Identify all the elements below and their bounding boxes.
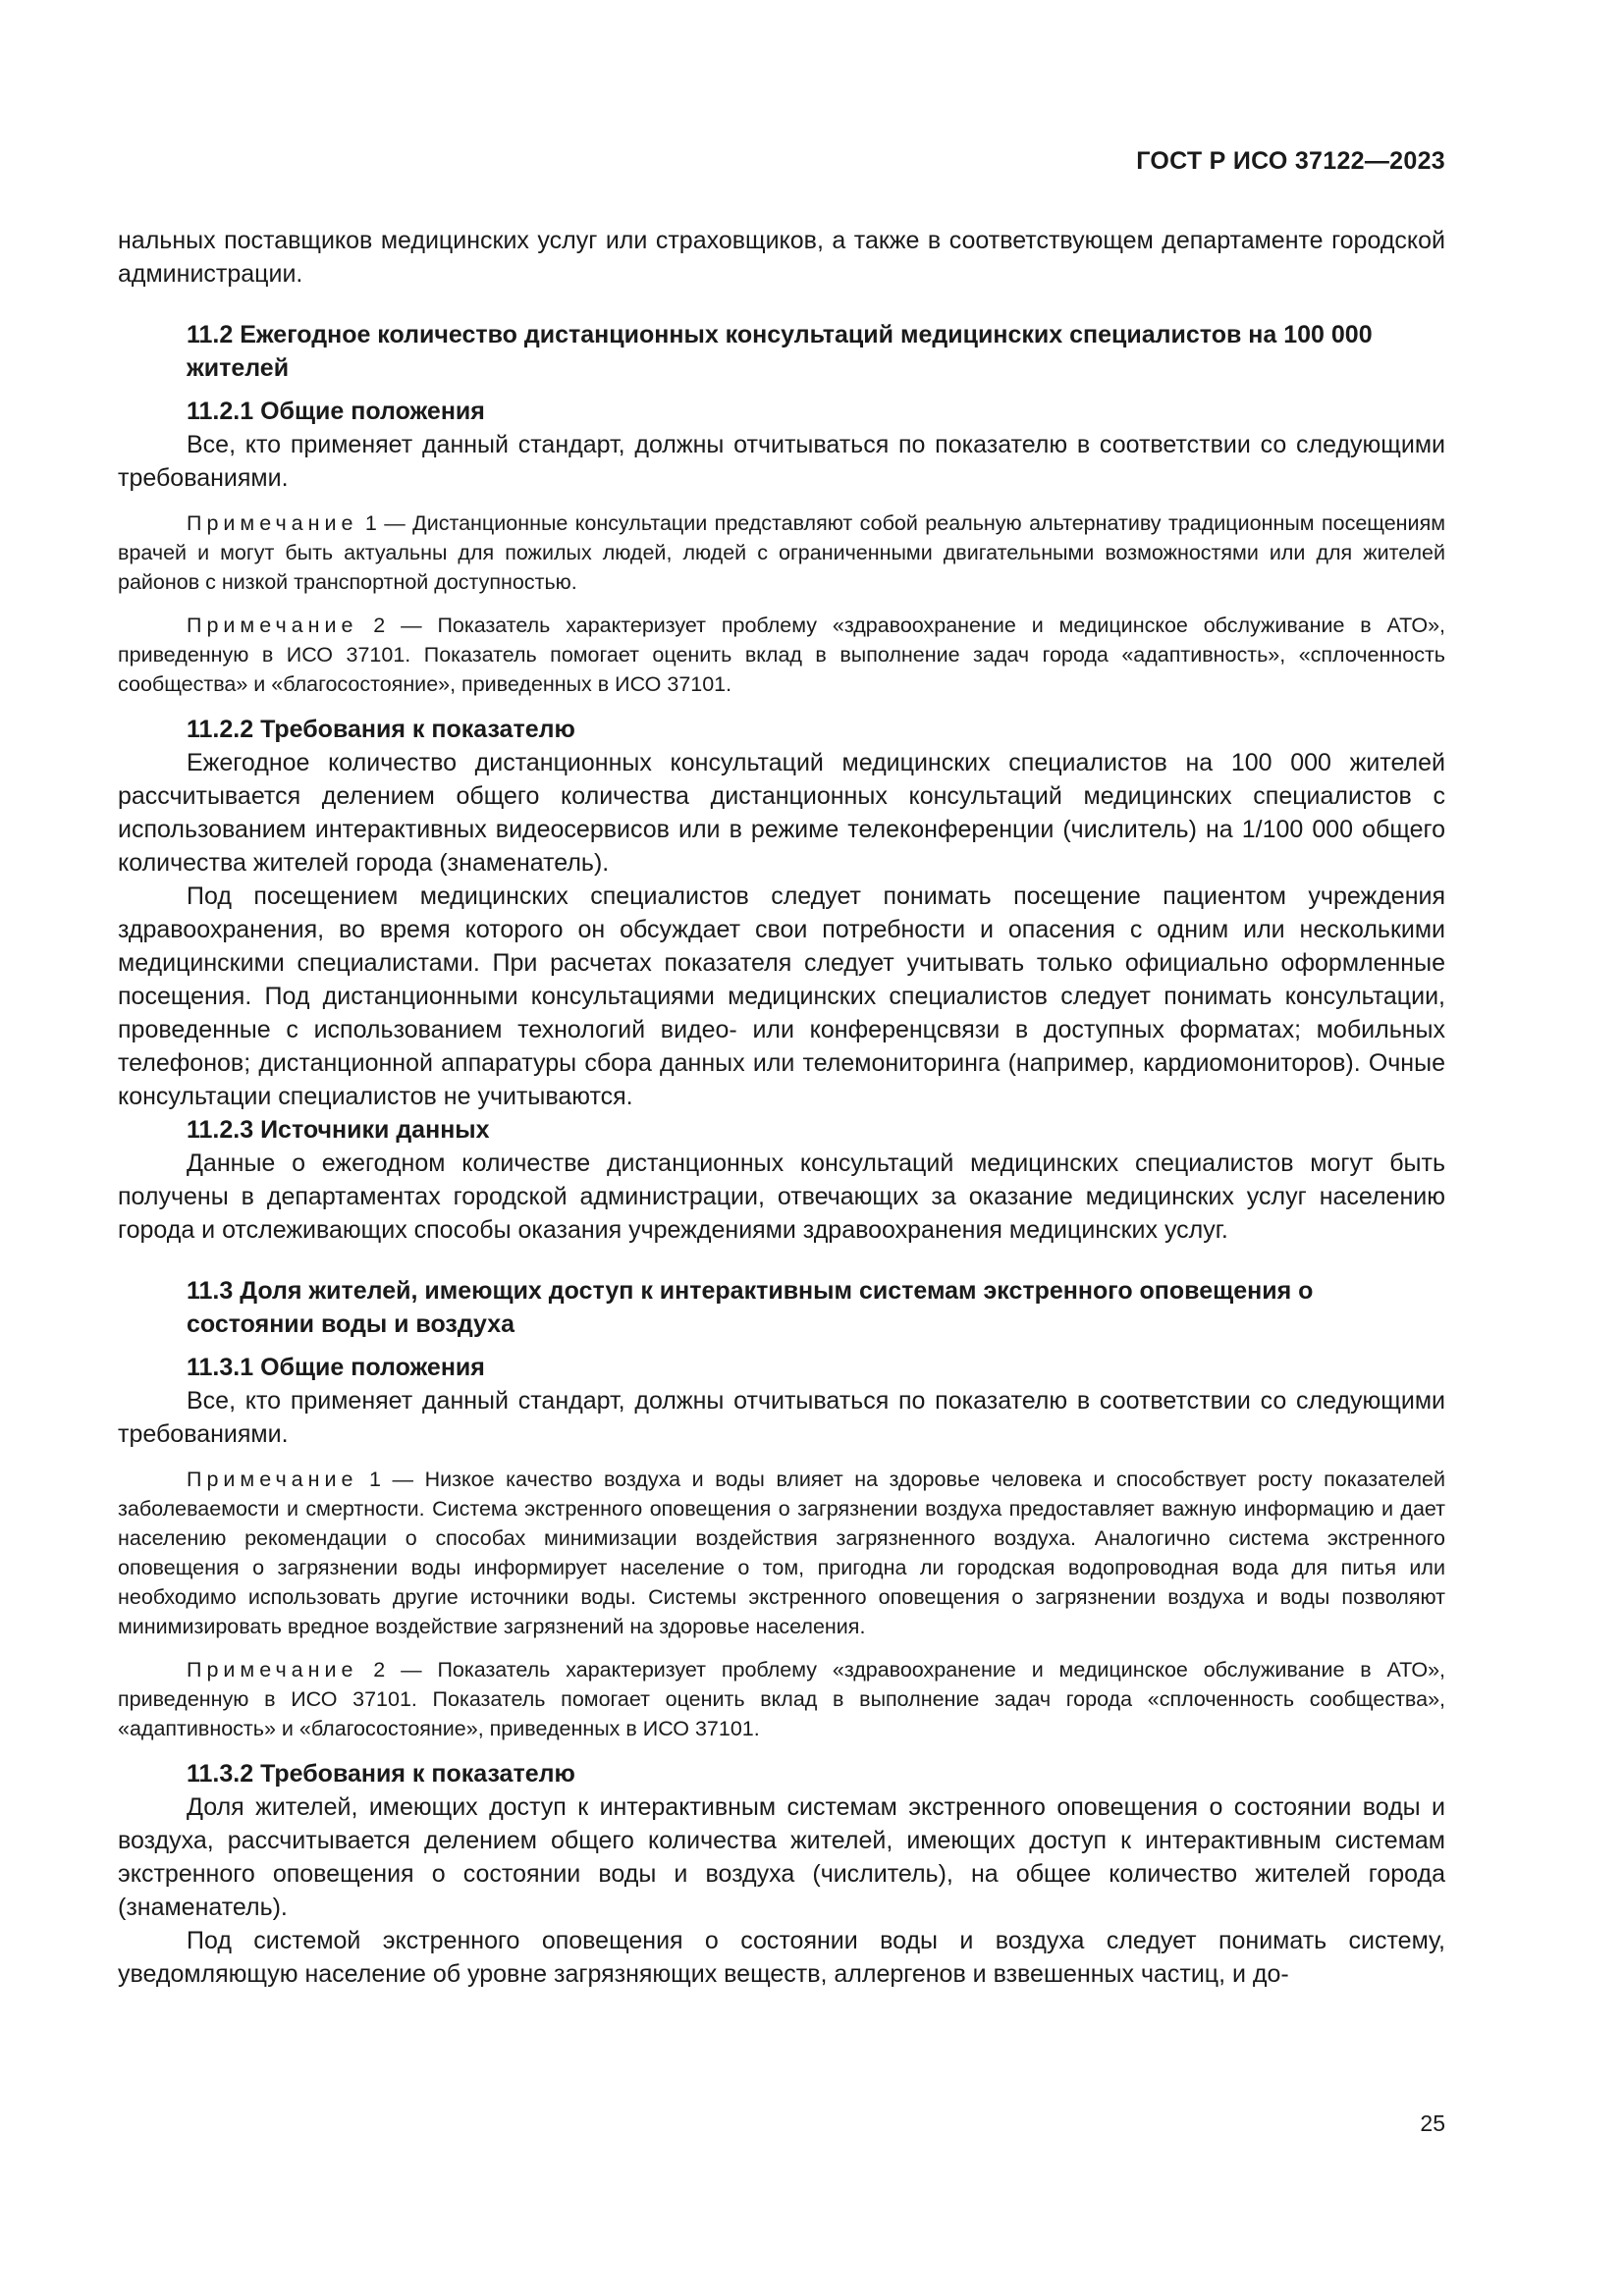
note-label: Примечание (187, 1658, 358, 1682)
subsection-11-3-2-paragraph-1: Доля жителей, имеющих доступ к интерактивным системам экстренного оповещения о состоянии воды и воздуха, рассчитывается делением общего количества жителей, имеющих доступ к интерактивным системам экстренного оповещения о состоянии воды и воздуха (числитель), на общее количество жителей города (знаменатель). (118, 1793, 1445, 1921)
subsection-11-3-2-heading: 11.3.2 Требования к показателю (187, 1760, 575, 1788)
subsection-11-2-2-heading: 11.2.2 Требования к показателю (187, 716, 575, 743)
subsection-11-2-2-paragraph-2: Под посещением медицинских специалистов следует понимать посещение пациентом учреждения здравоохранения, во время которого он обсуждает свои потребности и опасения с одним или несколькими медицинскими специалистами. При расчетах показателя следует учитывать только официально оформленные посещения. Под дистанционными консультациями медицинских специалистов следует понимать консультации, проведенные с использованием технологий видео- или конференцсвязи в доступных форматах; мобильных телефонов; дистанционной аппаратуры сбора данных или телемониторинга (например, кардиомониторов). Очные консультации специалистов не учитываются. (118, 882, 1445, 1110)
section-11-3-heading: 11.3 Доля жителей, имеющих доступ к интерактивным системам экстренного оповещения о состоянии воды и воздуха (187, 1277, 1314, 1338)
note-label: Примечание (187, 614, 358, 637)
subsection-11-2-1-heading: 11.2.1 Общие положения (187, 398, 485, 425)
subsection-11-2-3-heading: 11.2.3 Источники данных (187, 1116, 490, 1144)
note-label: Примечание (187, 1468, 358, 1491)
subsection-11-3-1-text: Все, кто применяет данный стандарт, должны отчитываться по показателю в соответствии со следующими требованиями. (118, 1387, 1445, 1448)
page-content (118, 224, 1445, 1991)
section-11-2-heading: 11.2 Ежегодное количество дистанционных консультаций медицинских специалистов на 100 000 жителей (187, 321, 1373, 382)
document-header: ГОСТ Р ИСО 37122—2023 (1136, 147, 1445, 175)
note-11-2-1-2 (118, 611, 1445, 699)
subsection-11-3-1-heading: 11.3.1 Общие положения (187, 1354, 485, 1381)
intro-paragraph: нальных поставщиков медицинских услуг или страховщиков, а также в соответствующем департаменте городской администрации. (118, 227, 1445, 288)
note-label: Примечание (187, 511, 358, 535)
subsection-11-2-2-paragraph-1: Ежегодное количество дистанционных консультаций медицинских специалистов на 100 000 жителей рассчитывается делением общего количества дистанционных консультаций медицинских специалистов с использованием интерактивных видеосервисов или в режиме телеконференции (числитель) на 1/100 000 общего количества жителей города (знаменатель). (118, 749, 1445, 877)
note-text: 1 — Дистанционные консультации представляют собой реальную альтернативу традиционным посещениям врачей и могут быть актуальны для пожилых людей, людей с ограниченными двигательными возможностями или для жителей районов с низкой транспортной доступностью. (118, 511, 1445, 594)
subsection-11-3-2-paragraph-2: Под системой экстренного оповещения о состоянии воды и воздуха следует понимать систему, уведомляющую население об уровне загрязняющих веществ, аллергенов и взвешенных частиц, и до- (118, 1927, 1445, 1988)
note-11-3-1-2 (118, 1655, 1445, 1743)
note-text: 1 — Низкое качество воздуха и воды влияет на здоровье человека и способствует росту показателей заболеваемости и смертности. Система экстренного оповещения о загрязнении воздуха предоставляет важную информацию и дает населению рекомендации о способах минимизации воздействия загрязненного воздуха. Аналогично система экстренного оповещения о загрязнении воды информирует население о том, пригодна ли городская водопроводная вода для питья или необходимо использовать другие источники воды. Системы экстренного оповещения о загрязнении воздуха и воды позволяют минимизировать вредное воздействие загрязнений на здоровье населения. (118, 1468, 1445, 1638)
page-number: 25 (1420, 2110, 1445, 2136)
subsection-11-2-1-text: Все, кто применяет данный стандарт, должны отчитываться по показателю в соответствии со следующими требованиями. (118, 431, 1445, 492)
note-11-3-1-1 (118, 1465, 1445, 1641)
note-text: 2 — Показатель характеризует проблему «здравоохранение и медицинское обслуживание в АТО», приведенную в ИСО 37101. Показатель помогает оценить вклад в выполнение задач города «сплоченность сообщества», «адаптивность» и «благосостояние», приведенных в ИСО 37101. (118, 1658, 1445, 1740)
note-11-2-1-1 (118, 508, 1445, 597)
subsection-11-2-3-text: Данные о ежегодном количестве дистанционных консультаций медицинских специалистов могут быть получены в департаментах городской администрации, отвечающих за оказание медицинских услуг населению города и отслеживающих способы оказания учреждениями здравоохранения медицинских услуг. (118, 1149, 1445, 1244)
note-text: 2 — Показатель характеризует проблему «здравоохранение и медицинское обслуживание в АТО», приведенную в ИСО 37101. Показатель помогает оценить вклад в выполнение задач города «адаптивность», «сплоченность сообщества» и «благосостояние», приведенных в ИСО 37101. (118, 614, 1445, 696)
